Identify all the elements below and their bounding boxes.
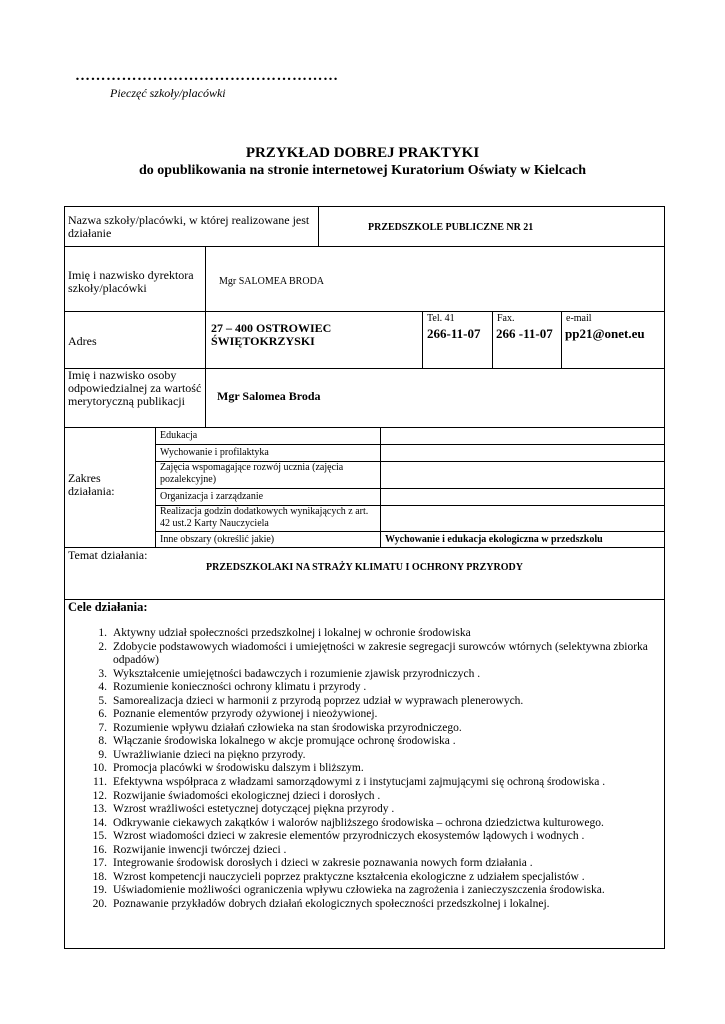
- goal-text: Samorealizacja dzieci w harmonii z przyrodą poprzez udział w wyprawach plenerowych.: [113, 694, 524, 707]
- goal-number: 19.: [92, 884, 107, 897]
- goal-item: [86, 708, 686, 722]
- goal-number: 14.: [92, 816, 107, 829]
- goal-text: Uświadomienie możliwości ograniczenia wpływu człowieka na zagrożenia i zanieczyszczenia środowiska.: [113, 884, 605, 897]
- goal-item: [86, 722, 686, 736]
- goal-text: Uwrażliwianie dzieci na piękno przyrody.: [113, 748, 306, 761]
- scope-item: Realizacja godzin dodatkowych wynikających z art. 42 ust.2 Karty Nauczyciela: [160, 506, 369, 529]
- director-label: Imię i nazwisko dyrektora szkoły/placówki: [68, 268, 194, 295]
- goal-text: Zdobycie podstawowych wiadomości i umiejętności w zakresie segregacji surowców wtórnych (selektywna zbiorka odpadów): [113, 640, 648, 667]
- goal-number: 12.: [92, 789, 107, 802]
- stamp-label: Pieczęć szkoły/placówki: [110, 86, 226, 100]
- scope-label: Zakres działania:: [68, 471, 115, 498]
- school-name-label: Nazwa szkoły/placówki, w której realizowane jest działanie: [68, 213, 310, 240]
- goal-number: 2.: [98, 640, 107, 653]
- goal-number: 9.: [98, 748, 107, 761]
- goal-text: Wzrost wiadomości dzieci w zakresie elementów przyrodniczych ekosystemów lądowych i wodnych .: [113, 830, 585, 843]
- director-value: Mgr SALOMEA BRODA: [219, 276, 325, 287]
- goal-number: 15.: [92, 830, 107, 843]
- topic-label: Temat działania:: [68, 548, 148, 562]
- goal-text: Rozwijanie świadomości ekologicznej dzieci i dorosłych .: [113, 789, 381, 802]
- goal-item: [86, 803, 686, 817]
- goal-text: Wykształcenie umiejętności badawczych i rozumienie zjawisk przyrodniczych .: [113, 667, 481, 680]
- goal-text: Integrowanie środowisk dorosłych i dzieci w zakresie poznawania nowych form działania .: [113, 857, 533, 870]
- goal-number: 4.: [98, 681, 107, 694]
- goal-item: [86, 776, 686, 790]
- goal-item: [86, 898, 686, 912]
- goal-number: 16.: [92, 843, 107, 856]
- goal-item: [86, 871, 686, 885]
- scope-item: Edukacja: [160, 430, 198, 441]
- goal-number: 3.: [98, 667, 107, 680]
- stamp-dotted-line: ……………………………………………: [75, 68, 339, 84]
- tel-label: Tel. 41: [427, 313, 455, 324]
- goal-text: Poznanie elementów przyrody ożywionej i nieożywionej.: [113, 708, 378, 721]
- page-title: PRZYKŁAD DOBREJ PRAKTYKI: [245, 145, 480, 161]
- goal-text: Wzrost kompetencji nauczycieli poprzez praktyczne kształcenia ekologiczne z udziałem specjalistów .: [113, 870, 585, 883]
- goal-text: Rozwijanie inwencji twórczej dzieci .: [113, 843, 287, 856]
- goals-list: [86, 627, 686, 911]
- email-value: pp21@onet.eu: [565, 326, 645, 341]
- goal-text: Poznawanie przykładów dobrych działań ekologicznych społeczności przedszkolnej i lokalnej.: [113, 897, 550, 910]
- school-name-value: PRZEDSZKOLE PUBLICZNE NR 21: [368, 222, 534, 233]
- responsible-label: Imię i nazwisko osoby odpowiedzialnej za wartość merytoryczną publikacji: [68, 368, 202, 408]
- goal-item: [86, 817, 686, 831]
- address-value: 27 – 400 OSTROWIEC ŚWIĘTOKRZYSKI: [211, 321, 332, 348]
- goal-text: Aktywny udział społeczności przedszkolnej i lokalnej w ochronie środowiska: [113, 627, 471, 639]
- goal-text: Efektywna współpraca z władzami samorządowymi z i instytucjami zajmującymi się ochroną środowiska .: [113, 776, 606, 789]
- goal-number: 20.: [92, 897, 107, 910]
- goal-number: 11.: [93, 776, 107, 789]
- topic-value: PRZEDSZKOLAKI NA STRAŻY KLIMATU I OCHRONY PRZYRODY: [206, 562, 523, 573]
- scope-item: Organizacja i zarządzanie: [160, 491, 264, 502]
- email-label: e-mail: [566, 313, 592, 324]
- goal-text: Promocja placówki w środowisku dalszym i bliższym.: [113, 762, 364, 775]
- goal-number: 8.: [98, 735, 107, 748]
- goal-number: 7.: [98, 721, 107, 734]
- goal-text: Odkrywanie ciekawych zakątków i walorów najbliższego środowiska – ochrona dziedzictwa kulturowego.: [113, 816, 604, 829]
- fax-value: 266 -11-07: [496, 326, 553, 341]
- goal-item: [86, 735, 686, 749]
- goal-number: 10.: [92, 762, 107, 775]
- goal-number: 18.: [92, 870, 107, 883]
- goal-item: [86, 762, 686, 776]
- scope-item: Zajęcia wspomagające rozwój ucznia (zajęcia pozalekcyjne): [160, 462, 344, 485]
- goal-number: 5.: [98, 694, 107, 707]
- goal-item: [86, 830, 686, 844]
- goal-item: [86, 857, 686, 871]
- goal-text: Rozumienie konieczności ochrony klimatu i przyrody .: [113, 681, 367, 694]
- goal-item: [86, 884, 686, 898]
- goal-text: Rozumienie wpływu działań człowieka na stan środowiska przyrodniczego.: [113, 721, 462, 734]
- goals-label: Cele działania:: [68, 600, 148, 614]
- goal-number: 17.: [92, 857, 107, 870]
- scope-other-value: Wychowanie i edukacja ekologiczna w przedszkolu: [385, 534, 603, 545]
- page-subtitle: do opublikowania na stronie internetowej Kuratorium Oświaty w Kielcach: [139, 163, 586, 178]
- goal-number: 13.: [92, 803, 107, 816]
- goal-item: [86, 695, 686, 709]
- goal-item: [86, 668, 686, 682]
- goal-number: 1.: [98, 627, 107, 639]
- goal-item: [86, 844, 686, 858]
- scope-item: Wychowanie i profilaktyka: [160, 447, 269, 458]
- goal-item: [86, 749, 686, 763]
- fax-label: Fax.: [497, 313, 515, 324]
- goal-text: Wzrost wrażliwości estetycznej dotyczącej piękna przyrody .: [113, 803, 395, 816]
- goal-item: [86, 627, 686, 641]
- goal-item: [86, 790, 686, 804]
- tel-value: 266-11-07: [427, 326, 481, 341]
- address-label: Adres: [68, 334, 97, 348]
- goal-text: Włączanie środowiska lokalnego w akcje promujące ochronę środowiska .: [113, 735, 456, 748]
- goal-number: 6.: [98, 708, 107, 721]
- goal-item: [86, 641, 686, 668]
- goal-item: [86, 681, 686, 695]
- responsible-value: Mgr Salomea Broda: [217, 389, 321, 403]
- scope-item: Inne obszary (określić jakie): [160, 534, 275, 545]
